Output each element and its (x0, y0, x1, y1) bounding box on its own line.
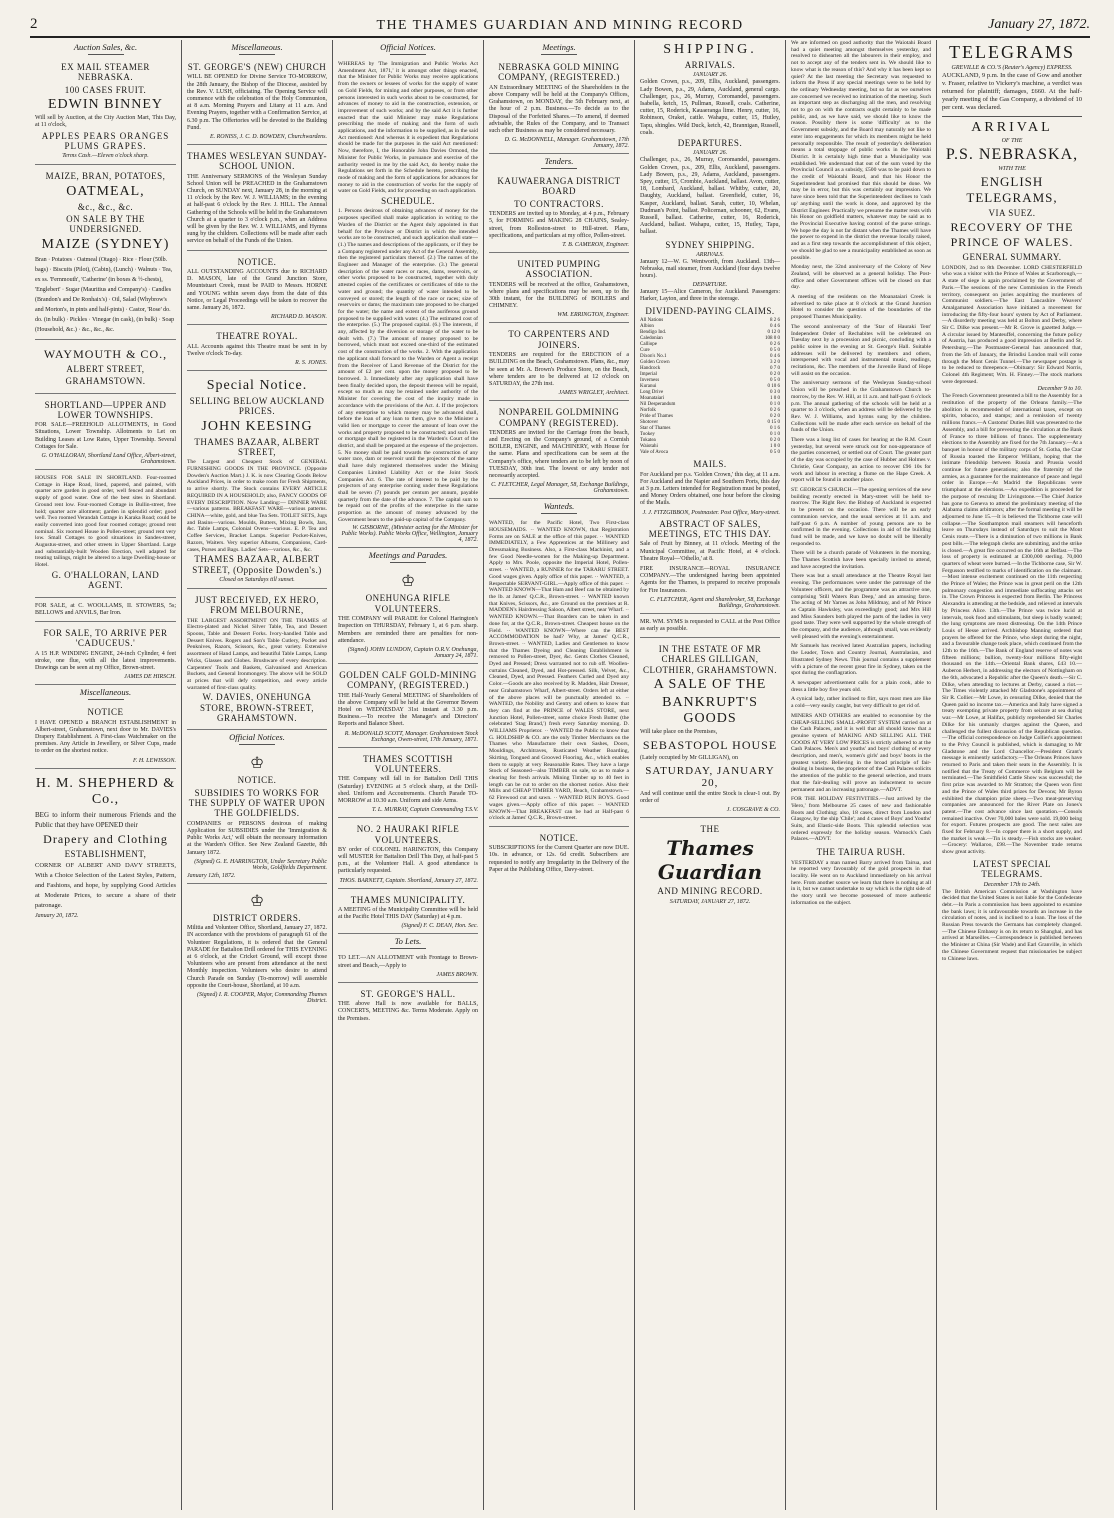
summary-body: LONDON, 2nd to 8th December. LORD CHESTERFIELD who was a visitor with the Prince of Wales at Scarborough,—A state of siege is again proclaimed by the Government of Paris.—The sessions of the new Commission in the French territory, consequent on juries acquitting the murderers of Communist soldiers.—The East Lancashire Weavers' Amalgamated Association have initiated a movement for introducing the fifty-four hours' system by Act of Parliament.—A disorderly meeting was held at Bolton and Derby, where Sir C. Dilke was present.—Mr R. Grove is gazetted Judge.—A circular issued by Manteuffel, concerning the future policy of Austria, has produced a good impression at Berlin and St. Petersburg.—The Postmaster-General has announced that, from the 5th of January, the Brindisi London mail will come through the Mont Cenis Tunnel.—The newspaper postage is to be reduced to threepence.—Obituary: Sir Edward Norris, Colonel 4th Regiment; Wm. H. Finney.—The stock markets were depressed. (942, 264, 1082, 385)
ad-heading: WAYMOUTH & CO., (43, 346, 168, 361)
ad-body: Will take place on the Premises, (640, 729, 718, 736)
dividend-claim: Inverness (640, 378, 660, 384)
ad-heading: NONPAREIL GOLDMINING COMPANY (REGISTERED). (498, 407, 620, 428)
sydney-departures: January 15—Alice Cameron, for Auckland. Passengers: Harker, Layton, and three in the steerage. (640, 288, 780, 302)
sydney-departure-heading: DEPARTURE. (692, 281, 728, 288)
mails-heading: MAILS. (693, 459, 727, 470)
ad-bellows (35, 600, 176, 622)
ad-heading: EX MAIL STEAMER NEBRASKA. (61, 62, 150, 83)
ad-body: BEG to inform their numerous Friends and the Public that they have OPENED their (35, 810, 176, 829)
mails-body: For Auckland per p.s. 'Golden Crown,' this day, at 11 a.m. For Auckland and the Napier and Southern Ports, this day at 3 p.m. Letters intended for Registration must be posted, and Money Orders obtained, one hour before the closing of the Mails. (640, 471, 780, 507)
ad-heading: JUST RECEIVED, EX HERO, FROM MELBOURNE, (194, 594, 320, 616)
editorial-paragraph: There was but a small attendance at the Theatre Royal last evening. The performances were under the patronage of the Volunteer officers, and the programme was an attractive one, comprising 'Still Waters Run Deep,' and an amusing farce. The acting of Mr Yarnes as John Mildmay, and of Mr Prince as Captain Hawksley, was exceedingly good; and Mrs Hill and Miss Saunders both played the parts of the ladies in very good taste. They were well supported by the whole strength of the company, and the audience, although small, was evidently well pleased with the evening's entertainment. (791, 573, 931, 640)
ad-body: TENDERS are invited up to Monday, at 4 p.m., February 5, for FORMING and MAKING 28 CHAINS, Sealey-street, from Rolleston-street to Hill-street. Plans, specifications, and particulars at my office, Pollen-street. (489, 211, 629, 239)
dividend-row (640, 450, 780, 456)
ad-signature: THOS. BARNETT, Captain. Shortland, January 27, 1872. (339, 877, 478, 884)
ad-subsidies (187, 748, 327, 883)
ad-heading: THAMES BAZAAR, ALBERT STREET, (Opposite Dowden's.) (192, 554, 322, 575)
ad-syms (640, 616, 780, 638)
ad-heading: Drapery and Clothing (43, 831, 168, 846)
ad-body: A MEETING of the Municipality Committee will be held at the Pacific Hotel THIS DAY (Saturday) at 4 p.m. (338, 907, 478, 921)
ad-fire-insurance (640, 563, 780, 614)
ad-heading: NOTICE (87, 707, 124, 718)
ad-body: TENDERS are required for the ERECTION of a BUILDING on the Beach, Grahamstown. Plans, &c., may be seen at Mr. A. Brown's Produce Store, on the Beach, where tenders are to be delivered at 12 o'clock on SATURDAY, the 27th inst. (489, 352, 629, 387)
royal-crest-icon: ♔ (249, 755, 265, 773)
ad-heading: H. M. SHEPHERD & Co., (35, 775, 176, 807)
column-5 (634, 40, 785, 1510)
ad-items: APPLES PEARS ORANGES PLUMS GRAPES. (41, 131, 170, 152)
summary-body: The French Government presented a bill to the Assembly for a restitution of the property of the Orleans family.—The abolition is recommended of international taxes, except on spirits, tobacco, and stamps; and a remission of twenty millions francs.—A Customs' Duties Bill was presented to the Assembly, and a bill for preventing the circulation at the Bank of France to three billions of francs. The supplementary elections to the Assembly are fixed for the 7th January.—At a banquet in honour of the military corps of St. Gotha, the Czar of Russia toasted the Emperor William, hoping that the intimate friendship between Russia and Prussia would continue for future generations; also the fraternity of the armies, as a guarantee for the maintenance of peace and legal order in Europe.—At Madrid the Republicans were triumphant at the elections.—An expedition is proceeded for the purpose of rescuing Dr Livingstone.—The Chief Justice has gone to Geneva to attend the preliminary meeting of the Alabama claims arbitrators; after the formal meeting it will be adjourned to June 15.—It is believed the Tichborne case will collapse.—The Southampton mail steamers will henceforth leave on Thursdays instead of Saturdays to suit the Mont Cenis route.—There is a diminution of two millions in Bank post bills.—The telegraph clerks are submitting, and the strike is closed.—A great fire occurred on the 16th at Belfast.—The loss of property is estimated at £300,000 sterling. 70,000 quarters of wheat were burned.—In the Tichborne case, Sir W. Fergusson testified to marks of identification on the claimant.—Most intense excitement continued on the 11th respecting the Prince of Wales; the Prince was in great peril on the 12th pulmonary congestion and immediate suffocating attacks set in. The Crown Princess is expected from Berlin. The Princess Alexandra is attending at the bedside, and relieved at intervals by Princess Alice. 13th.—The Prince was twice lucid at intervals, took food and stimulants, but sleep is badly wanted; the lung symptoms are most distressing. On the 14th Prince Louis of Hesse arrived. Archbishop Manning ordered that prayers be offered for the Prince, who slept during the night, and a favourable change took place, which continued from the 12th to the 16th.—The Bank of England reserve of notes was fifteen millions; bullion, twenty-four millions fifty-eight thousand on the 14th.—Oriental Bank shares, £43 10.—Auberon Herbert, in addressing the electors of Nottingham on the 6th, advocated a Republic after the Queen's death.—Sir C. Dilke, when attending to lectures at Derby, caused a riot.—The Times violently attacked Mr Gladstone's appointment of Sir R. Collier.—Mr Lowe, in censuring Dilke, denied that the Queen paid no income tax.—America and Italy have signed a treaty exempting private property from seizure at sea during war.—Mr Lowe, at Halifax, publicly reprehended Sir Charles Dilke for his unmanly charges against the Queen, and challenged the fullest discussion of the Republican question.—The official correspondence on Judge Collier's appointment to the Privy Council is published, which is damaging to Mr Gladstone and the Lord Chancellor.—President Grant's message is eminently satisfactory.—The Orleans Princes have returned to Paris and taken their seats in the Assembly. It is notified that the Treaty of Commerce with Belgium will be terminated.—The Smithfield Cattle Show was successful; the first prize was awarded to Mr Stratton; the Queen won first and the Prince of Wales third prizes for Devons; Mr Byron exhibited the champion prize sheep.—Two meat-preserving companies are announced for the River Plate on Jones's patent.—The cost advance since last quotation.—Consols remained inactive. Over 70,000 bales were sold. 19,000 being for export. Futures prospects are good. The next sales are fixed for February 8.—In copper there is a short supply, and the market is weak.—Tin is steady.—Fish stocks are weaker.—Grocery: Wallaroo, £98.—The November trade returns show great activity. (942, 393, 1082, 856)
ad-district-orders (187, 886, 327, 1008)
ad-heading: &c., &c., &c. (77, 201, 134, 212)
ad-heading: Special Notice. (206, 378, 308, 393)
dividend-claim: Bendigo Ind. (640, 330, 667, 336)
ad-heading: NOTICE. (539, 832, 579, 843)
ad-heading: MAIZE (SYDNEY) (41, 236, 170, 252)
ad-body: (Lately occupied by Mr GILLIGAN), on (640, 755, 738, 762)
ad-body: TO LET.—AN ALLOTMENT with Frontage to Brown-street and Beach,—Apply to (338, 955, 478, 969)
editorial-paragraph: FOR THE HOLIDAY FESTIVITIES.—Just arrived by the 'Hero,' from Melbourne 25 cases of new and fashionable Boots and Clothing; also, 18 cases, direct from London and Glasgow, by the ship 'Chile'; and 4 cases of Boys' and Youths' Suits, and Elastic-side Boots. This splendid selection was ordered expressly for the holiday season. Warnock's Cash Palaces.—ADVT. (791, 796, 931, 843)
dividend-claim: Pride of Thames (640, 414, 673, 420)
mails-signature: J. J. FITZGIBBON, Postmaster. Post Office, Mary-street. (642, 509, 780, 516)
ad-body: THE LARGEST ASSORTMENT ON THE THAMES of Electro-plated and Nickel Silver Table, Tea, and Dessert Spoons, Table and Dessert Forks. Ivory-handled Table and Dessert Knives. Rogers and Son's Table Cutlery, Pocket and Penknives, Razors, Scissors, &c., great variety. Extensive assortment of Hand Lamps, and beautiful Table Lamps, Lamp Wicks, Glasses and Globes. Brushware of every description. Carpenters' Tools and Baskets, Galvanised and American Buckets, and General Ironmongery. The above will be SOLD at prices that will defy competition, and every article warranted of first-class quality. (187, 617, 327, 691)
masthead (30, 10, 1090, 38)
ad-body: COMPANIES or PERSONS desirous of making Application for SUBSIDIES under the 'Immigration & Public Works Act,' will obtain the necessary information at the Warden's Office. See New Zealand Gazette, 8th January 1872. (187, 820, 327, 856)
ad-body: AN Extraordinary MEETING of the Shareholders in the above Company will be held at the Company's Offices, Grahamstown, on MONDAY, the 5th February next, at the hour of 2 p.m. Business.—To decide as to the Disposal of the Forfeited Shares.—To amend, if deemed advisable, the Rules of the Company, and to Transact such other Business as may be considered necessary. (489, 84, 629, 134)
ad-signature: JAMES BROWN. (436, 971, 478, 978)
ad-heading: NEBRASKA GOLD MINING COMPANY, (REGISTERED.) (498, 62, 620, 83)
dividend-value: 0 5 0 (770, 378, 780, 384)
ad-nonpareil (489, 403, 629, 499)
dividend-value: 1 0 0 (770, 444, 780, 450)
dividend-claim: Moanataiari (640, 396, 665, 402)
ad-body: THE Half-Yearly General MEETING of Shareholders of the above Company will be held at the Governor Bowen Hotel on WEDNESDAY 31st instant at 3.30 p.m. Business.—To receive the Manager's and Directors' Reports and Balance Sheet. (338, 692, 478, 728)
ad-allotments (35, 396, 176, 471)
dividend-value: 0 7 0 (770, 366, 780, 372)
column-6 (785, 40, 936, 1510)
ad-heading: THAMES BAZAAR, ALBERT STREET, (194, 436, 320, 458)
section-heading: Official Notices. (338, 42, 478, 55)
newspaper-title: THE THAMES GUARDIAN AND MINING RECORD (376, 18, 744, 33)
ad-signature: F. H. LEWISSON. (132, 757, 176, 764)
ad-body: ALL OUTSTANDING ACCOUNTS due to RICHARD D. MASON, late of the Grand Junction Store, Mountstuart Creek, must be PAID to Messrs. HORNE and YOUNG within seven days from the date of this Notice, or Legal Proceedings will be taken to recover the same. January 26, 1872. (187, 269, 327, 312)
dividend-value: 0 10 6 (767, 384, 780, 390)
ad-hauraki (338, 820, 478, 889)
ad-houses (35, 472, 176, 598)
ad-heading: KAUWAERANGA DISTRICT BOARD (497, 176, 621, 197)
ad-body: TENDERS will be received at the office, Grahamstown, where plans and specifications may be seen, up to the 30th instant, for the BUILDING of BOILERS and CHIMNEY. (489, 281, 629, 310)
telegrams-heading: TELEGRAMS (949, 42, 1075, 62)
royal-crest-icon: ♔ (400, 573, 416, 591)
ad-subscriptions (489, 829, 629, 878)
column-2 (181, 40, 332, 1510)
editorial-paragraph: Mr Samuels has received latest Australian papers, including the Leader, Town and Country Journal, Australasian, and Illustrated Sydney News. This journal contains a supplement with a picture of the recent great fire in Sydney, taken on the spot during the conflagration. (791, 643, 931, 677)
section-heading: Miscellaneous. (35, 687, 176, 700)
dividend-value: 0 1 6 (770, 426, 780, 432)
dividend-claim: Tokatea (640, 438, 656, 444)
ad-signature: G. O'HALLORAN, LAND AGENT. (51, 569, 160, 591)
dividend-value: 0 2 6 (770, 342, 780, 348)
ad-body: I HAVE OPENED a BRANCH ESTABLISHMENT in Albert-street, Grahamstown, next door to Mr. DAVIES's Drapery Establishment. A First-class Watchmaker on the premises. Any Article in Jewellery, or Silver Cups, made to order on the shortest notice. (35, 719, 176, 755)
ad-heading: NOTICE. (237, 256, 277, 267)
ad-engine (35, 624, 176, 685)
dividend-claim: Waiotahi (640, 444, 658, 450)
editorial-paragraph: The anniversary sermons of the Wesleyan Sunday-school Union will be preached in the Grahamstown Church to-morrow, by the Rev. W. Hill, at 11 a.m. and half-past 6 o'clock p.m. The annual gathering of the schools will be held at a quarter to 3 o'clock, when an address will be delivered by the Rev. W. J. Williams, and hymns sung by the children. Collections will be made after each service on behalf of the funds of the Union. (791, 380, 931, 434)
ad-date: January 12th, 1872. (187, 872, 236, 879)
ad-signature: (Signed) G. E. HARRINGTON, Under Secretary Public Works, Goldfields Department. (194, 858, 327, 871)
ad-heading: SHORTLAND—UPPER AND LOWER TOWNSHIPS. (44, 399, 167, 420)
column-4 (483, 40, 634, 1510)
dividend-value: 0 2 0 (770, 438, 780, 444)
dividend-claim: Cure (640, 348, 650, 354)
masthead-the: THE (700, 823, 720, 834)
ad-body: A 15 H.P. WINDING ENGINE, 24-inch Cylinder, 4 feet stroke, one flue, with all the latest improvements. Drawings can be seen at my Office, Brown-street. (35, 650, 176, 672)
section-heading: Auction Sales, &c. (35, 42, 176, 55)
ad-body: The Largest and Cheapest Stock of GENERAL FURNISHING GOODS IN THE PROVINCE. (Opposite Dowden's Auction Mart.) J. K. is now Clearing Goods Below Auckland Prices, in order to make room for Fresh Shipments, to arrive shortly. The Stock contains EVERY ARTICLE REQUIRED IN A HOUSEHOLD; also, FANCY GOODS OF EVERY DESCRIPTION. Now Landing:— DINNER WARE—various patterns. BREAKFAST WARE—various patterns. CHINA—white, gold, and blue Tea Sets. TOILET SETS, Jugs and Basins—various. Moulds, Butters, Mixing Bowls, Jars, &c. Table Lamps, Colonial Ovens—various. E. P. Tea and Coffee Services, Bracket Lamps. Superior Pocket-Knives, Razors, Waiters. Very superior Albums, Companions, Card-cases, Purses and Bags. Ladies' Sets—various, &c., &c. (187, 459, 327, 553)
ad-scottish (338, 750, 478, 819)
arrivals-heading: ARRIVALS. (684, 60, 736, 70)
summary-date: December 9 to 10. (1037, 386, 1082, 393)
departures-date: JANUARY 26. (692, 150, 728, 157)
ad-signature: WM. ERRINGTON, Engineer. (557, 312, 629, 319)
ad-kauwaeranga (489, 172, 629, 253)
dividends-heading: DIVIDEND-PAYING CLAIMS. (645, 305, 775, 316)
editorial-paragraph: A cynical lady, rather inclined to flirt, says most men are like a cold—very easily caught, but very difficult to get rid of. (791, 696, 931, 710)
ad-signature: W. GISBORNE, (Minister acting for the Minister for Public Works). Public Works Office, Wellington, January 4, 1872. (341, 525, 478, 544)
ad-body: WANTED, for the Pacific Hotel, Two First-class HOUSEMAIDS. ·· WANTED KNOWN, that Registration Forms are on SALE at the office of this paper. ·· WANTED IMMEDIATELY, a Few Apprentices at the Millinery and Dressmaking Business. Also, a First-class Machinist, and a few Good Needle-women for the Making-up Department. Apply to Mrs. Poole, opposite the Imperial Hotel, Pollen-street. ·· WANTED, a RUNNER for the TARARU STREET. Good wages given. Apply office of this paper. ·· WANTED, a Respectable SERVANT-GIRL.—Apply office of this paper. ·· WANTED KNOWN—That Ham and Beef can be obtained by the lb. at James' Q.C.R., Brown-street. ·· WANTED known that Knives, Scissors, &c., are Ground on the premises at R. MADDEN's Hairdressing Saloon, Albert street, near Wharf. ·· WANTED KNOWN.—That Boarders can be taken in and done for, at the Q.C.R., Brown-street. Cheapest house on the Field. ·· WANTED KNOWN—Where can the BEST ACCOMMODATION be had? Why, at James' Q.C.R., Brown-street. ·· WANTED, Ladies and Gentlemen to know that the Thames Dyeing and Cleaning Establishment is removed to Pollen-street, Dyer, &c. Gents Clothes Cleaned, Dyed and Pressed; Dress warranted not to rub off. Woollen-curtains Cleaned, Dyed, and Hot-pressed. Silk, Velvet, &c., Cleaned, Dyed, and Pressed. Feathers Curled and Dyed any Color.—Goods are also received by R. Madden, Hair Dresser, near Grahamstown Wharf, Albert-street. Orders left at either of the above places will be punctually attended to. ·· WANTED, the Nobility and Gentry and others to know that they can find at the PRINCE of WALES STORE, next Junction Hotel, Pollen-street, some choice Fresh Butter (the celebrated 'Stag Brand,') fresh every Saturday morning. D. WILLIAMS Proprietor. ·· WANTED the Public to know that G. HOLDSHIP & CO. are the only Timber Merchants on the Thames who Manufacture their own Sashes, Doors, Mouldings, Architraves, Rusticated Weather Boarding, Skirting, Tongued and Grooved Flooring, &c., which enables them to supply at very Reasonable Rates. They have a large Stock of Seasoned—also TIMBER on sale, so as to make a clearing for fresh arrivals. Mining Timber up to 40 feet in length can be cut to order on the shortest notice. Also their Mills and CHEAP TIMBER YARD, Beach, Grahamstown.—62 Firewood cut and sawn. ·· WANTED RUN BOYS. Good wages given.—Apply office of this paper. ·· WANTED KNOWN—That BREAKFAST can be had at Half-past 6 o'clock at James' Q.C.R., Brown-street. (489, 520, 629, 822)
latest-date: December 17th to 24th. (983, 881, 1041, 888)
editorial-paragraph: The second anniversary of the 'Star of Hauraki Tent' Independent Order of Rechabites will be celebrated on Tuesday next by a procession and picnic, concluding with a public soiree in the evening at St. George's Hall. Suitable addresses will be delivered by members and others, interspersed with vocal and instrumental music, readings, recitations, &c. The members of the Juvenile Band of Hope will assist on the occasion. (791, 323, 931, 377)
ad-signature: (Signed) I. R. COOPER, Major, Commanding Thames District. (197, 991, 327, 1004)
dividend-claim: Long Drive (640, 390, 664, 396)
dividend-value: 1 0 0 (770, 396, 780, 402)
dividend-value: 0 3 0 (770, 390, 780, 396)
dividend-value: 0 2 0 (770, 414, 780, 420)
ad-heading: ST. GEORGE'S HALL. (360, 988, 456, 999)
ad-heading: SUBSIDIES TO WORKS FOR THE SUPPLY OF WATER UPON THE GOLDFIELDS. (188, 787, 326, 819)
column-3 (332, 40, 483, 1510)
dividend-claim: Shotover (640, 420, 659, 426)
ad-heading: THAMES MUNICIPALITY. (350, 894, 466, 905)
section-heading: To Lets. (338, 936, 478, 949)
ad-heading: NO. 2 HAURAKI RIFLE VOLUNTEERS. (356, 824, 460, 845)
issue-date: January 27, 1872. (988, 17, 1090, 32)
ad-heading: MAIZE, BRAN, POTATOES, (45, 171, 166, 182)
english-telegrams-heading: ENGLISH TELEGRAMS, (966, 174, 1058, 205)
ad-nebraska-company (489, 58, 629, 154)
ad-signature: J. COSGRAVE & CO. (726, 806, 780, 813)
column-1 (30, 40, 181, 1510)
ad-signature: R. McDONALD SCOTT, Manager. Grahamstown Stock Exchange, Owen-street, 17th January, 1871. (344, 730, 478, 743)
ad-onehunga (338, 566, 478, 664)
shipping-heading: SHIPPING. (663, 42, 757, 57)
ad-body: WILL BE OPENED for Divine Service TO-MORROW, the 28th January, the Bishop of the Diocese, assisted by the Rev. V. LUSH, officiating. The Opening Service will commence with the celebration of the Holy Communion, at 8 a.m. Morning Prayers and Litany at 11 a.m. And Evening Prayers, together with a Confirmation Service, at 6.30 p.m. The Offertories will be devoted to the Building Fund. (187, 74, 327, 131)
ad-body: THE COMPANY will PARADE for Colonel Harington's Inspection on THURSDAY, February 1, at 6 p.m. sharp. Members are reminded there are penalties for non-attendance. (338, 616, 478, 644)
ad-body: BY order of COLONEL HARINGTON, this Company will MUSTER for Battalion Drill This Day, at half-past 5 p.m., at the Volunteer Hall. A good attendance is particularly requested. (338, 846, 478, 875)
masthead-subtitle: AND MINING RECORD. (657, 886, 763, 897)
section-heading: Miscellaneous. (187, 42, 327, 55)
section-heading: Official Notices. (187, 732, 327, 745)
ad-heading: SCHEDULE. (381, 196, 435, 207)
ad-signature: T. L. MURRAY, Captain Commanding T.S.V. (372, 807, 478, 814)
ad-signature: JAMES DE HIRSCH. (124, 674, 176, 681)
dividend-value: 0 5 0 (770, 450, 780, 456)
section-heading: Tenders. (489, 156, 629, 169)
dividend-claim: Vale of Avoca (640, 450, 668, 456)
ad-heading: ONEHUNGA RIFLE VOLUNTEERS. (365, 593, 451, 614)
editorial-paragraph: We are informed on good authority that the Waiotahi Board had a quiet meeting amongst themselves yesterday, and resolved to dishearten all the labourers in their employ, and not to accept any of the tenders sent in. We should like to know what is the reason of this? And why it has been kept so quiet? At the last meeting the Secretary was requested to inform the Press if any special meetings were to be held by the ordinary Wednesday meeting, but so far as we ourselves are concerned we received no intimation of the meeting. Such an important step as discharging all the men, and resolving not to go on with the contracts ought certainly to be made public, and, as we have said, we should like to know the reason. Possibly there is some 'difficulty' as to the Government subsidy, and the Board may naturally not like to enter into engagements for which its members might be held personally responsible. The result of yesterday's deliberation means a total stoppage of public works in the Waiotahi District. It is certainly high time that a Municipality was established. We understand that out of the sum voted by the Provincial Council as a subsidy, £500 was to be paid down to the credit of Waiotahi Board, and that his Honor the Superintendent had promised that this should be done. We may be in error, but this was certainly our impression. We have since been told that the Superintendent declines to 'cash up' anything until the work is done, and approved by the District Engineer. Practically we presume the matter rests with his Honor on goldfield matters, whatever may be said as to the Provincial Executive having control of the purse strings. We hope the day is not far distant when the Thames will have the power to expend in the district the revenue locally raised, and as a first step towards the accomplishment of this object, we should be glad to see a municipality established as soon as possible. (791, 40, 931, 261)
arrival-ship: P.S. NEBRASKA, (945, 146, 1079, 163)
dividend-value: 0 12 0 (767, 330, 780, 336)
ad-body: CORNER OF ALBERT AND DAVY STREETS, With a Choice Selection of the Latest Styles, Pattern, and Fashions, and hope, by supplying Good Articles at Moderate Prices, to secure a share of their patronage. (35, 861, 176, 909)
general-summary-heading: GENERAL SUMMARY. (962, 252, 1062, 263)
ad-bankrupt-sale (640, 640, 780, 818)
ad-date: January 20, 1872. (35, 912, 79, 919)
ad-notice-mason (187, 253, 327, 326)
editorial-paragraph: Monday next, the 32nd anniversary of the Colony of New Zealand, will be observed as a general holiday. The Post-office and other Government offices will be closed on that day. (791, 264, 931, 291)
dividend-claim: Albion (640, 324, 654, 330)
ad-pumping (489, 255, 629, 324)
arrivals-date: JANUARY 26. (692, 72, 728, 79)
dividend-value: 108 0 0 (765, 336, 780, 342)
tairua-heading: THE TAIRUA RUSH. (816, 847, 906, 858)
ad-signature: D. G. McDONNELL, Manager. Grahamstown, 17th January, 1872. (504, 137, 629, 150)
ad-davies (187, 591, 327, 730)
dividend-claim: Norfolk (640, 408, 656, 414)
ad-body: FOR SALE—FREEHOLD ALLOTMENTS, in Good Situations, Lower Township. Allotments to Let on Building Leases at Low Rates, Upper Township. Several Cottages for Sale. (35, 422, 176, 450)
dividend-claim: Handcock (640, 366, 661, 372)
ad-terms: Terms Cash.—Eleven o'clock sharp. (62, 153, 149, 160)
sydney-arrivals: January 12—W. G. Wentworth, from Auckland. 13th—Nebraska, mail steamer, from Auckland (four days twelve hours). (640, 258, 780, 280)
ad-heading: TO CARPENTERS AND JOINERS. (508, 329, 610, 350)
ad-heading: EDWIN BINNEY (47, 97, 164, 113)
ad-heading: ESTABLISHMENT, (64, 848, 147, 859)
ad-body: THE Anniversary SERMONS of the Wesleyan Sunday School Union will be PREACHED in the Grahamstown Church, on SUNDAY next, January 28, in the morning at 11 o'clock by the Rev. W. J. WILLIAMS; in the evening at half-past 6 o'clock by the Rev. J. HILL. The Annual Gathering of the Schools will be held in the Grahamstown Church at a quarter to 3 o'clock p.m., when an Address will be given by the Rev. W. J. WILLIAMS, and Hymns sung by the children. Collections will be made after each service on behalf of the Funds of the Union. (187, 173, 327, 245)
dividend-value: 0 1 0 (770, 432, 780, 438)
ad-body: FOR SALE, at C. WOOLLAMS, II. STOWERS, 5s; BELLOWS and ANVILS, Bar Iron. (35, 602, 176, 616)
ad-body: And will continue until the entire Stock is clear-1 out. By order of (640, 790, 780, 804)
dividend-claim: Tookey (640, 432, 655, 438)
departures-list: Challenger, p.s., 26, Murray, Coromandel, passengers. Golden Crown, p.s., 209, Ellis, Auckland, passengers. Lady Bowen, p.s., 29, Adams, Auckland, passengers. Spey, cutter, 15, Crombie, Auckland, ballast. Avon, cutter, 18, Lombard, Auckland, ballast. Whitby, cutter, 20, Daughty, Auckland, ballast. Greenfield, cutter, 16, Kasper, Auckland, ballast. Sarah, cutter, 10, Whelan, Dudman's Point, ballast. Policeman, schooner, 62, Evans, Russell, ballast. Catherine, cutter, 16, Roderick, Auckland, ballast. Wahapu, cutter, 15, Hutley, Tapu, ballast. (640, 157, 780, 236)
dividend-claim: Kuranui (640, 384, 657, 390)
dividend-value: 0 4 6 (770, 354, 780, 360)
ad-keesing (187, 373, 327, 589)
dividend-claim: Caledonian (640, 336, 663, 342)
ad-body: ALL Accounts against this Theatre must be sent in by Twelve o'clock To-day. (187, 343, 327, 357)
ad-heading: THAMES SCOTTISH VOLUNTEERS. (363, 753, 453, 774)
ad-body: Militia and Volunteer Office, Shortland, January 27, 1872. IN accordance with the provisions of paragraph 61 of the Volunteer Regulations, it is ordered that the General PARADE for Battalion Drill ordered for THIS EVENING at 6 o'clock, at the Cricket Ground, will except those Volunteers who are present from attendance at the next Monthly inspection. Volunteers who desire to attend Church Parade on Sunday (To-morrow) will assemble opposite the Court-house, Shortland, at 10 a.m. (187, 925, 327, 989)
ad-shepherd (35, 771, 176, 923)
arrivals-list: Golden Crown, p.s., 209, Ellis, Auckland, passengers. Lady Bowen, p.s., 29, Adams, Auckland, general cargo. Challenger, p.s., 26, Murray, Coromandel, passengers. Isabella, ketch, 15, Pullman, Russell, coals. Catherine, cutter, 15, Roderick, Kauaeranga lime. Henry, cutter, 16, Robinson, Orakei, cattle. Wahapu, cutter, 15, Hutley, Tapu, shingles. Wild Duck, ketch, 42, Brannigan, Russell, coals. (640, 79, 780, 136)
ad-heading: 100 CASES FRUIT. (64, 84, 147, 95)
ad-heading: NOTICE. (237, 775, 277, 786)
dividend-claim: Star of Thames (640, 426, 671, 432)
ad-body: MR. WM. SYMS is requested to CALL at the Post Office as early as possible. (640, 618, 780, 632)
latest-telegrams-heading: LATEST SPECIAL TELEGRAMS. (972, 858, 1052, 880)
section-heading: Wanteds. (489, 501, 629, 514)
ad-signature: T. B. CAMERON, Engineer. (562, 241, 629, 248)
ad-body: Will sell by Auction, at the City Auction Mart, This Day, at 11 o'clock, (35, 115, 176, 129)
ad-heading: SATURDAY, JANUARY 20, (645, 764, 775, 789)
ad-signature: R. S. JONES. (295, 360, 327, 366)
ad-st-georges (187, 58, 327, 145)
editorial-masthead (640, 820, 780, 910)
dividend-claim: Golden Crown (640, 360, 670, 366)
ad-body: THE Company will fall in for Battalion Drill THIS (Saturday) EVENING at 5 o'clock sharp, at the Drill-shed. Uniform and Accoutrements. Church Parade TO-MORROW at 10.30 a.m. Uniform and side Arms. (338, 776, 478, 804)
arrival-with-the: WITH THE (998, 166, 1026, 172)
latest-body: The British American Commission at Washington have decided that the United States is not liable for the Confederate debt.—In Paris a commission has been appointed to examine the bank laws; it is unfavourable towards an increase in the circulation of notes, and is inclined to a loan. The loss of the Russian Press towards the Germans has completely changed.—The Chinese Embassy is on its return to Shanghai, and has arrived at Marseilles.—Correspondence is published between the Minister at China (Sir Wade) and Earl Granville, in which the Chinese Government request that missionaries be subject to Chinese laws. (942, 888, 1082, 962)
via-suez: VIA SUEZ. (988, 208, 1036, 218)
dividend-value: 0 5 0 (770, 348, 780, 354)
dividend-value: 8 2 6 (770, 318, 780, 324)
ad-heading: DISTRICT ORDERS. (212, 912, 302, 923)
ad-signature: RICHARD D. MASON. (271, 314, 327, 321)
ad-body: SUBSCRIPTIONS for the Current Quarter are now DUE. 10s. in advance, or 12s. 6d credit. Subscribers are requested to notify any Irregularity in the Delivery of the Paper at the Publishing Office, Davy-street. (489, 845, 629, 873)
dividend-claim: Nil Desperandum (640, 402, 676, 408)
abstract-heading: ABSTRACT OF SALES, MEETINGS, ETC THIS DAY. (648, 518, 772, 539)
section-heading: Meetings. (489, 42, 629, 55)
ad-heading: IN THE ESTATE OF MR CHARLES GILLIGAN, CLOTHIER, GRAHAMSTOWN. (642, 644, 778, 675)
ad-signature: C. FLETCHER, Agent and Sharebroker, 58, Exchange Buildings, Grahamstown. (649, 596, 780, 609)
ad-heading: JOHN KEESING (201, 418, 313, 434)
ad-golden-calf (338, 666, 478, 748)
ad-signature: G. O'HALLORAN, Shortland Land Office, Albert-street, Grahamstown. (41, 453, 176, 465)
royal-crest-icon: ♔ (249, 892, 265, 910)
dividend-value: 0 4 6 (770, 324, 780, 330)
column-7 (936, 40, 1087, 1510)
departures-heading: DEPARTURES. (677, 137, 743, 148)
dividend-claim: Dixon's No.1 (640, 354, 667, 360)
tairua-body: YESTERDAY a man named Barry arrived from Tairua, and he reported very favourably of the gold prospects in that locality. He went on to Auckland immediately on his arrival here. From another source we learn that there is nothing at all in it, but we cannot undertake to say which is the right side of the story until we become possessed of more authentic information on the subject. (791, 859, 931, 906)
dividend-value: 0 15 0 (767, 420, 780, 426)
ad-heading: ALBERT STREET, (66, 363, 145, 374)
ad-produce (35, 167, 176, 339)
ad-body: FIRE INSURANCE—ROYAL INSURANCE COMPANY.—The undersigned having been appointed Agents for the Thames, is prepared to receive proposals for Fire Insurances. (640, 565, 780, 594)
ad-signature: C. FLETCHER, Legal Manager, 58, Exchange Buildings, Grahamstown. (491, 482, 629, 495)
dividend-value: 3 2 0 (770, 360, 780, 366)
editorial-paragraph: MINERS AND OTHERS are enabled to economise by the CHEAP-SELLING SMALL-PROFIT SYSTEM carried on at the Cash Palaces, and it is well that all should know that a genuine system of MAKING AND SELLING ALL THE GOODS AT VERY LOW PRICES is strictly adhered to at the Cash Palaces. Men's and youths' and boys' clothing of every description, and men's, women's girls' and boys' boots in the greatest variety. Believing in the broad principle of fair-dealing in business, the proprietor of the Cash Palaces solicits the attention of the public to the general selection, and trusts that the fair-dealing will prove an inducement to secure permanent and an increasing patronage.—ADVT. (791, 712, 931, 793)
ad-heading: OATMEAL, (66, 183, 145, 199)
ad-wesleyan (187, 147, 327, 251)
ad-heading: GOLDEN CALF GOLD-MINING COMPANY, (REGISTERED.) (339, 669, 477, 691)
telegram-agency: GREVILLE & CO.'S (Reuter's Agency) EXPRESS. (951, 65, 1073, 71)
ad-hall (338, 985, 478, 1027)
editorial-paragraph: There was a long list of cases for hearing at the R.M. Court yesterday, but several were struck out for non-appearance of the parties concerned, or settled out of Court. The greater part of the day was occupied by the case of Hubber and Holmes v. Christie, Gear Company, an action to recover £96 10s for work and labour in erecting a flume on the Hape Creek. A report will be found in another place. (791, 437, 931, 484)
ad-waymouth (35, 342, 176, 394)
ad-body: THE above Hall is now available for BALLS, CONCERTS, MEETING &c. Terms Moderate. Apply on the Premises. (338, 1001, 478, 1022)
ad-notice-lewisson (35, 703, 176, 768)
abstract-body: Sale of Fruit by Binney, at 11 o'clock. Meeting of the Municipal Committee, at Pacific Hotel, at 4 o'clock. Theatre Royal—'Othello,' at 8. (640, 541, 780, 562)
ad-carpenters (489, 325, 629, 401)
ad-regulations (338, 58, 478, 548)
ad-heading: SELLING BELOW AUCKLAND PRICES. (189, 396, 325, 417)
ad-heading: ON SALE BY THE UNDERSIGNED. (66, 214, 145, 235)
arrival-of-the: OF THE (1001, 138, 1023, 144)
dividend-claim: Imperial (640, 372, 657, 378)
dividends-table (640, 318, 780, 456)
dividend-value: 0 2 0 (770, 372, 780, 378)
dividend-value: 0 1 0 (770, 402, 780, 408)
ad-heading: SEBASTOPOL HOUSE (642, 738, 778, 753)
recovery-heading: RECOVERY OF THE PRINCE OF WALES. (950, 220, 1074, 250)
ad-to-let (338, 952, 478, 982)
ad-municipality (338, 891, 478, 935)
editorial-paragraph: A newspaper advertisement calls for a plain cook, able to dress a little boy five years old. (791, 679, 931, 693)
ad-body: HOUSES FOR SALE IN SHORTLAND. Four-roomed Cottage in Hape Road, lined, papered, and painted, with quarter acre garden in good order, well fenced and abundant supply of good water. One of the best sites in Shortland. Ground rent low. Four-roomed Cottage in Bullin-street, free hold; quarter acre allotment; garden in splendid order; good well. Two roomed Verandah Cottage in Karaka Road; could be easily converted into good four roomed cottage; ground rent nominal. Six roomed House in Pollen-street; ground rent very low. Small Cottages to good situations in Sandes-street, Augustus-street, and other streets in Upper Shortland. Large and substantially-built Wooden Erection, well adapted for treating tailings, might be altered to a large Dwelling-house or Hotel. (35, 475, 176, 569)
ad-signature: JAMES WRIGLEY, Architect. (558, 390, 629, 397)
ad-theatre (187, 327, 327, 371)
dividend-value: 0 2 6 (770, 408, 780, 414)
page-number: 2 (30, 16, 38, 32)
ad-heading: FOR SALE, TO ARRIVE PER 'CADUCEUS.' (43, 627, 168, 649)
dividend-claim: All Nations (640, 318, 664, 324)
ad-body: WHEREAS by 'The Immigration and Public Works Act Amendment Act, 1871,' it is amongst other things enacted, that the Minister for Public Works may receive applications from the owners or lessees of works for the supply of water on Gold Fields, for mining and other purposes, or from other persons interested in such works about to be constructed, for advances of money to aid in the construction, extension, or improvement of such works; and by the said Act it is further enacted that the said Minister may make Regulations prescribing the mode of making and the form of such applications, and the information to be supplied, as in the said Act mentioned: And whereas it is expedient that Regulations should be made for the purposes in the said Act mentioned: Now, therefore, I, the Honorable John Davies Ormond, the Minister for Public Works, in pursuance and exercise of the authority vested in me by the said Act, do hereby make the Regulations set forth in the Schedule hereto, prescribing the mode of making and the form of applications for advances for money to aid in the construction of works for the supply of water on Gold Fields, and for proceeding on such application. (338, 61, 478, 195)
ad-heading: ST. GEORGE'S (NEW) CHURCH (187, 62, 327, 72)
sydney-arrivals-heading: ARRIVALS. (696, 251, 724, 258)
editorial-paragraph: A meeting of the residents on the Moanataiari Creek is advertised to take place at 8 o'clock at the Grand Junction Hotel to consider the question of the boundaries of the proposed Thames Municipality. (791, 294, 931, 321)
ad-body: TENDERS are invited for the Carriage from the beach, and Erecting on the Company's ground, of a Cornish BOILER, ENGINE, and MACHINERY, with House for the same. Plans and specifications can be seen at the Company's office, where tenders are to be left by noon of TUESDAY, 30th inst. The lowest or any tender not necessarily accepted. (489, 429, 629, 480)
columns (30, 40, 1090, 1510)
ad-heading: UNITED PUMPING ASSOCIATION. (517, 258, 601, 280)
masthead-date: SATURDAY, JANUARY 27, 1872. (669, 898, 751, 905)
section-heading: Meetings and Parades. (338, 550, 478, 563)
editorial-paragraph: There will be a church parade of Volunteers in the morning. The Thames Scottish have been specially invited to attend, and have accepted the invitation. (791, 550, 931, 570)
masthead-title: Thames Guardian (657, 836, 763, 885)
ad-signature: (Signed) JOHN LUNDON, Captain O.R.V. Onehunga, January 24, 1871. (347, 646, 478, 659)
ad-signature: W. DAVIES, ONEHUNGA STORE, BROWN-STREET, GRAHAMSTOWN. (200, 692, 314, 724)
ad-heading: A SALE OF THE (653, 677, 767, 693)
ad-body: 1. Persons desirous of obtaining advances of money for the purposes specified shall make application in writing to the Warden of the District or the Agent duly appointed in that behalf for the Province or District in which the intended works are to be constructed, and such application shall state— (1.) The names and descriptions of the applicants, or if they be a Company registered under any Act of the General Assembly, then the registered particulars thereof. (2.) The names of the Engineer and Manager of the enterprise. (3.) The general description of the water races or races, dams, reservoirs, or other works proposed to be constructed, together with duly attested copies of the certificates or certificates of title to the water and ground; the quantity of water intended to be conveyed or stored; the length of the race or races; size of reservoirs or dams; the maximum rate proposed to be charged for the water; the name and extent of the auriferous ground proposed to be supplied with water. (4.) The estimated cost of the enterprise. (5.) The proposed capital. (6.) The interests, if any, affected by the diversion or storage of the water to be dealt with. (7.) The amount of money proposed to be borrowed, which must not exceed one-third of the estimated cost of the construction of the works. 2. With the application the applicant shall forward to the Warden or Agent a receipt from the Receiver of Land Revenue of the District for the amount of £2 per cent. upon the money proposed to be borrowed. 3. Immediately after any application shall have been finally decided upon, the deposit thereon will be repaid, except so much as may be retained under authority of the Minister for covering the cost of the inquiry made in accordance with the provisions of the Act. 4. If the projectors of any enterprise to which money may be advanced shall, before the loan of any loan to them, give to the Minister a valid lien or mortgage to cover the amount of loan over the works and property proposed to be constructed; and such lien or mortgage shall be registered in the Warden's Court of the district, and shall be prepared at the expense of the projectors. 5. No money shall be paid towards the construction of any water race, dam or reservoir until the projectors of the same shall have duly registered themselves under the Mining Companies Limited Liability Act or the Joint Stock Companies Act. 6. The rate of interest to be paid by the projectors of any enterprise coming under these Regulations shall be seven (7) pounds per centum per annum, payable quarterly from the date of the advance. 7. The capital sum to be repaid out of the profits of the enterprise in the same proportion as the amount of money advanced by the Government bears to the paid-up capital of the Company. (338, 208, 478, 523)
ad-fruit-sale (35, 58, 176, 165)
sydney-heading: SYDNEY SHIPPING. (665, 239, 755, 250)
ad-signature: (Signed) F. C. DEAN, Hon. Sec. (401, 923, 478, 930)
telegram-auckland: AUCKLAND, 9 p.m. In the case of Gow and another v. Fraser, relative to Vickery's machine, a verdict was returned for plaintiff; damages, £660. At the half-yearly meeting of the Gas Company, a dividend of 10 per cent. was declared. (942, 72, 1082, 111)
ad-heading: THAMES WESLEYAN SUNDAY-SCHOOL UNION. (187, 150, 328, 172)
dividend-claim: Calliope (640, 342, 657, 348)
ad-list: Bran · Potatoes · Oatmeal (Otago) · Rice · Flour (50lb. bags) · Biscuits (Pilot), (Cabin), (Lunch) · Walnuts · Tea, ex ss. 'Fernmouth', 'Catherine' (in boxes & ½-chests), 'Englebert' · Sugar (Mauritius and Company's) · Candles (Brandon's and De Ronhaix's) · Oil, Salad (Whybrow's and Morton's, in pints and half-pints) · Castor, 'Rose' do. do. (in bulk) · Pickles · Vinegar (in cask), (in bulk) · Soap (Household, &c.) · &c., &c., &c. (35, 256, 175, 333)
editorial-paragraph: ST. GEORGE'S CHURCH.—The opening services of the new building recently erected in Mary-street will be held to-morrow. The Right Rev. the Bishop of Auckland is expected to be present on the occasion. There will be an early communion service, and the usual services at 11 a.m. and half-past 6 p.m. A number of young persons are to be confirmed in the evening. Collections in aid of the building fund will be made, and we have no doubt will be liberally responded to. (791, 487, 931, 547)
ad-heading: BANKRUPT'S GOODS (662, 695, 758, 727)
ad-heading: TO CONTRACTORS. (514, 198, 604, 209)
ad-heading: THEATRE ROYAL. (216, 331, 298, 342)
ad-heading: GRAHAMSTOWN. (65, 376, 146, 387)
ad-signature: E. RONISS, J. C. D. BOWDEN, Churchwardens. (209, 133, 327, 140)
arrival-heading: ARRIVAL (942, 116, 1082, 136)
ad-wanteds (489, 517, 629, 827)
ad-footer: Closed on Saturdays till sunset. (219, 576, 295, 583)
